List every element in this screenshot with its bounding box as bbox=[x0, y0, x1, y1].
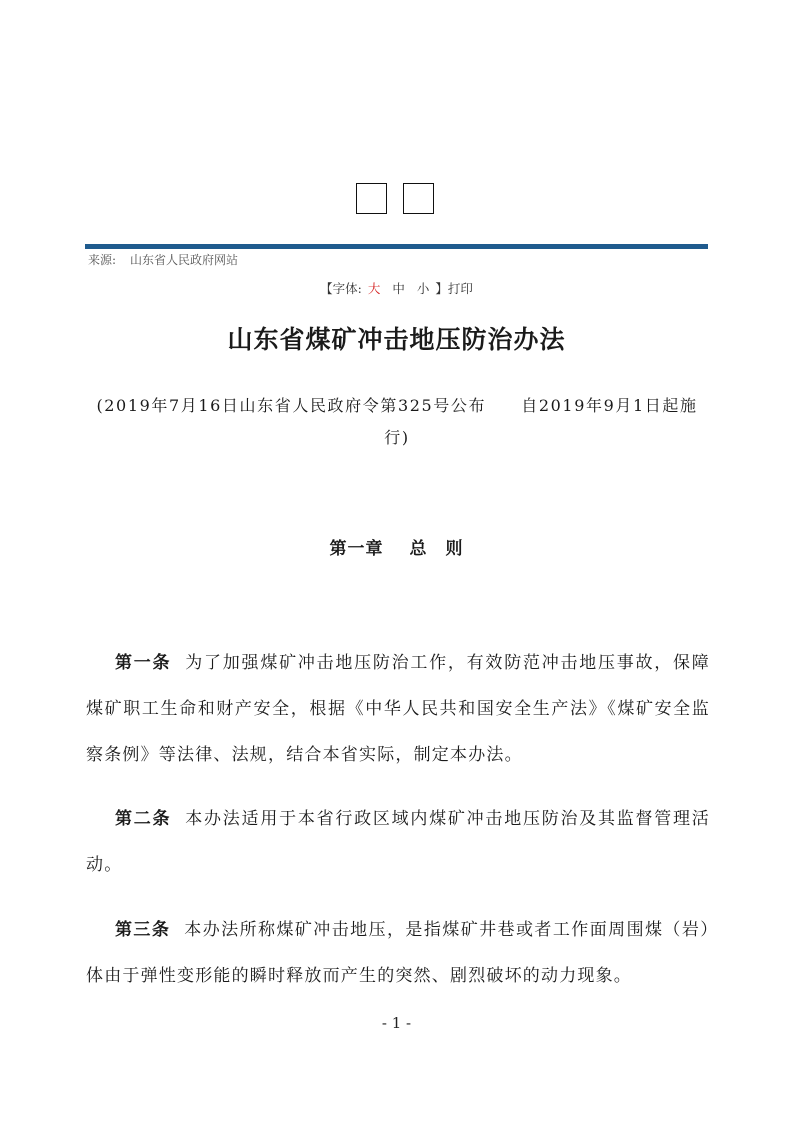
chapter-number: 第一章 bbox=[329, 539, 384, 559]
font-size-large-link[interactable]: 大 bbox=[367, 281, 381, 296]
chapter-name: 总 则 bbox=[409, 539, 464, 559]
source-value: 山东省人民政府网站 bbox=[130, 253, 239, 267]
header-placeholder-boxes bbox=[356, 183, 434, 214]
article-label: 第一条 bbox=[115, 653, 172, 673]
chapter-heading bbox=[0, 534, 793, 559]
print-link[interactable]: 打印 bbox=[447, 281, 473, 296]
document-title: 山东省煤矿冲击地压防治办法 bbox=[227, 325, 566, 354]
source-line bbox=[88, 251, 238, 268]
font-size-label: 【字体: bbox=[320, 281, 362, 296]
article-2 bbox=[86, 796, 710, 888]
article-1 bbox=[86, 640, 710, 778]
article-text: 本办法所称煤矿冲击地压，是指煤矿井巷或者工作面周围煤（岩）体由于弹性变形能的瞬时释放而产生的突然、剧烈破坏的动力现象。 bbox=[86, 920, 710, 986]
promulgation-note: (2019年7月16日山东省人民政府令第325号公布 自2019年9月1日起施行) bbox=[96, 396, 698, 447]
font-size-close: 】 bbox=[435, 281, 448, 296]
header-rule bbox=[85, 244, 708, 249]
source-label: 来源: bbox=[88, 253, 117, 267]
article-label: 第三条 bbox=[115, 920, 171, 940]
font-size-controls bbox=[0, 279, 793, 297]
page-number: - 1 - bbox=[381, 1014, 412, 1032]
article-label: 第二条 bbox=[115, 809, 172, 829]
article-3 bbox=[86, 907, 710, 999]
placeholder-box-icon bbox=[356, 183, 387, 214]
placeholder-box-icon bbox=[403, 183, 434, 214]
font-size-medium-link[interactable]: 中 bbox=[392, 281, 405, 296]
article-text: 本办法适用于本省行政区域内煤矿冲击地压防治及其监督管理活动。 bbox=[86, 809, 710, 875]
article-text: 为了加强煤矿冲击地压防治工作，有效防范冲击地压事故，保障煤矿职工生命和财产安全，根据《中华人民共和国安全生产法》《煤矿安全监察条例》等法律、法规，结合本省实际，制定本办法。 bbox=[86, 653, 710, 765]
font-size-small-link[interactable]: 小 bbox=[416, 281, 430, 296]
